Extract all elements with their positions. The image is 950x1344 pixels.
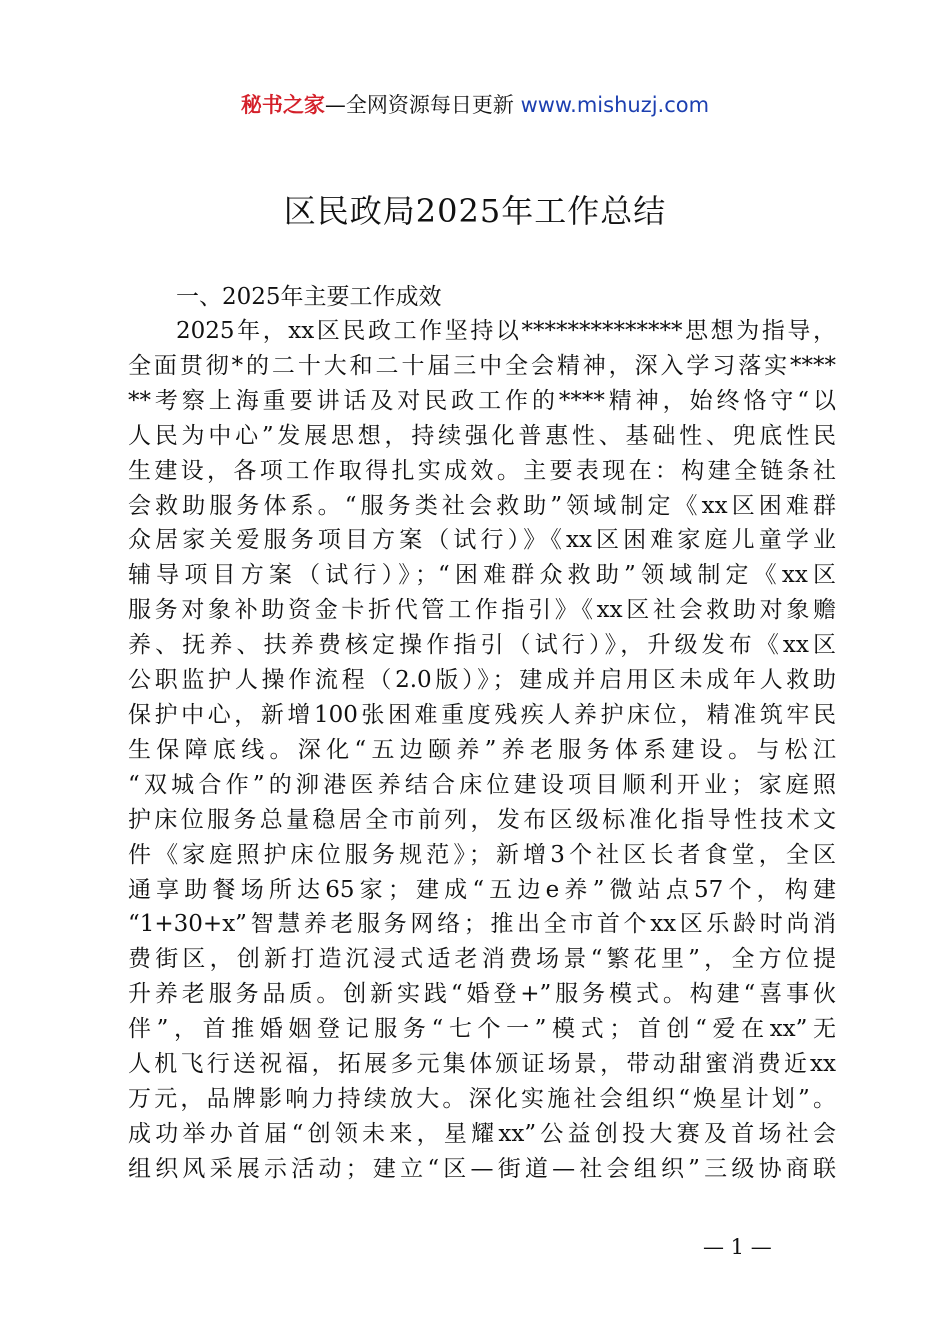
paragraph-line: 万元，品牌影响力持续放大。深化实施社会组织“焕星计划”。 [128,1085,836,1112]
site-url-link[interactable]: www.mishuzj.com [520,93,710,117]
paragraph-line: 伴”，首推婚姻登记服务“七个一”模式；首创“爱在xx”无 [128,1016,836,1043]
site-banner [0,88,950,122]
paragraph-line: 成功举办首届“创领未来，星耀xx”公益创投大赛及首场社会 [128,1120,836,1147]
paragraph-line: 生建设，各项工作取得扎实成效。主要表现在：构建全链条社 [128,457,836,484]
brand-name: 秘书之家 [240,93,325,117]
paragraph-line: 组织风采展示活动；建立“区—街道—社会组织”三级协商联 [128,1155,836,1182]
paragraph-line: “双城合作”的泖港医养结合床位建设项目顺利开业；家庭照 [128,771,836,798]
paragraph-line: 辅导项目方案（试行）》；“困难群众救助”领域制定《xx区 [128,562,836,589]
body-paragraph [128,314,836,1187]
paragraph-line: 护床位服务总量稳居全市前列，发布区级标准化指导性技术文 [128,806,836,833]
paragraph-line: 生保障底线。深化“五边颐养”养老服务体系建设。与松江 [128,736,836,763]
paragraph-line: 2025年，xx区民政工作坚持以**************思想为指导， [176,318,836,344]
paragraph-line: 通享助餐场所达65家；建成“五边e养”微站点57个，构建 [128,876,836,903]
paragraph-line: 养、抚养、扶养费核定操作指引（试行）》，升级发布《xx区 [128,632,836,659]
paragraph-line: 人民为中心”发展思想，持续强化普惠性、基础性、兜底性民 [128,422,836,449]
section-heading: 一、2025年主要工作成效 [176,284,442,310]
banner-tagline: —全网资源每日更新 [324,93,514,117]
paragraph-line: 会救助服务体系。“服务类社会救助”领域制定《xx区困难群 [128,492,836,519]
paragraph-line: “1+30+x”智慧养老服务网络；推出全市首个xx区乐龄时尚消 [128,911,836,938]
paragraph-line: 保护中心，新增100张困难重度残疾人养护床位，精准筑牢民 [128,701,836,728]
paragraph-line: 人机飞行送祝福，拓展多元集体颁证场景，带动甜蜜消费近xx [128,1051,836,1078]
paragraph-line: 服务对象补助资金卡折代管工作指引》《xx区社会救助对象赡 [128,597,836,624]
document-body [128,280,836,1187]
paragraph-line: 全面贯彻*的二十大和二十届三中全会精神，深入学习落实**** [128,352,836,379]
paragraph-line: 件《家庭照护床位服务规范》；新增3个社区长者食堂，全区 [128,841,836,868]
paragraph-line: 公职监护人操作流程（2.0版）》；建成并启用区未成年人救助 [128,667,836,694]
paragraph-line: 费街区，创新打造沉浸式适老消费场景“繁花里”，全方位提 [128,946,836,973]
paragraph-line: 升养老服务品质。创新实践“婚登+”服务模式。构建“喜事伙 [128,981,836,1008]
paragraph-line: **考察上海重要讲话及对民政工作的****精神，始终恪守“以 [128,387,836,414]
document-title: 区民政局2025年工作总结 [283,192,667,230]
paragraph-line: 众居家关爱服务项目方案（试行）》《xx区困难家庭儿童学业 [128,527,836,554]
page-number: — 1 — [703,1235,772,1259]
